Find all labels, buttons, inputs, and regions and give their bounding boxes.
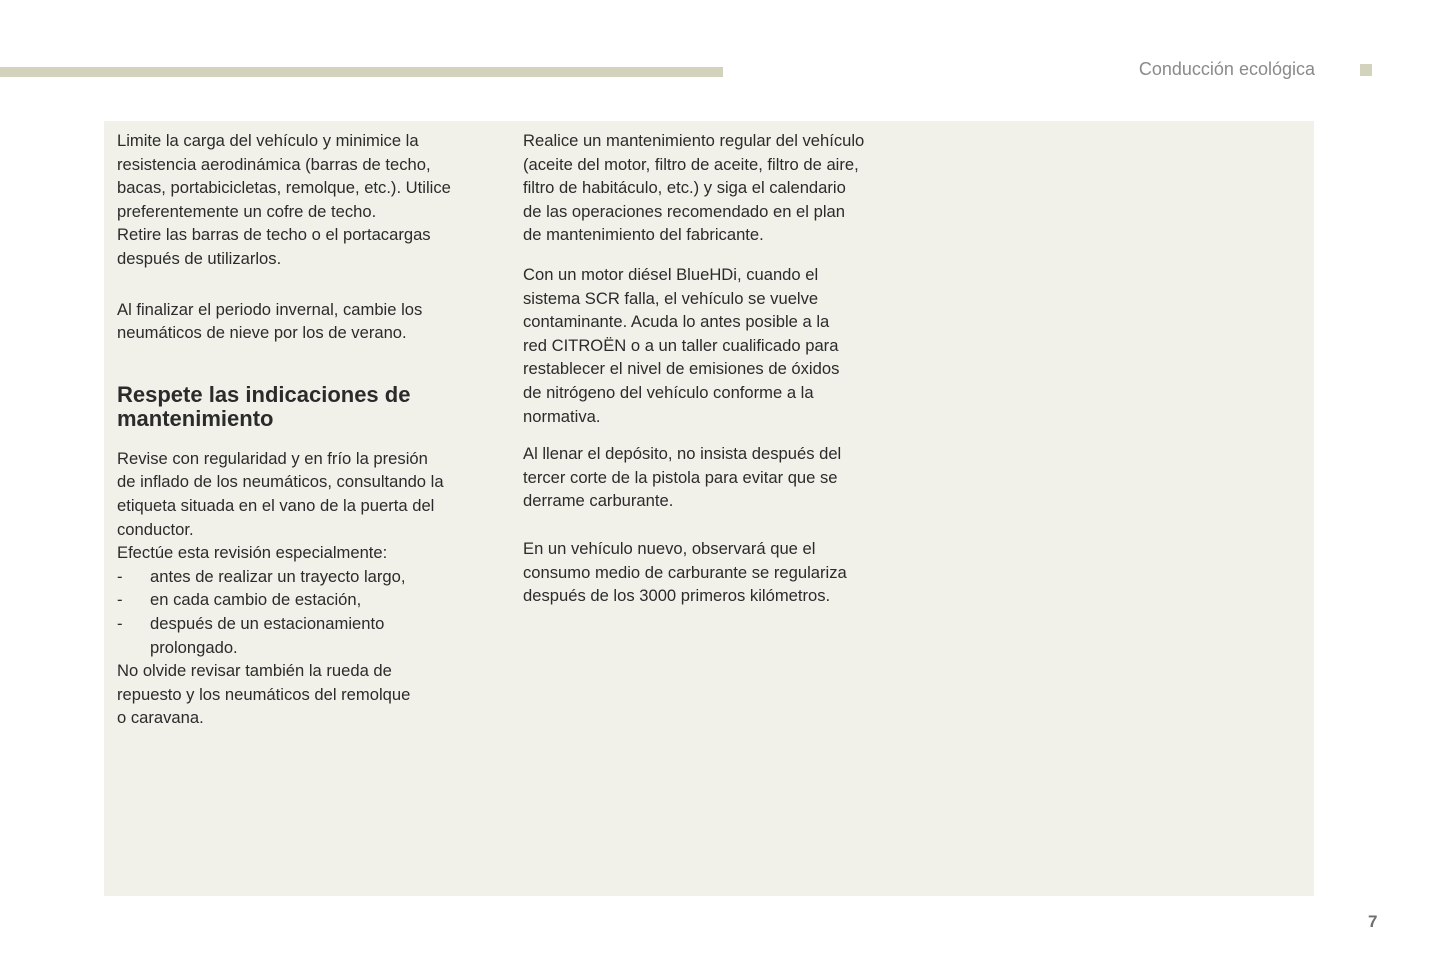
list-item: - después de un estacionamiento prolongado. xyxy=(117,613,385,657)
section-marker xyxy=(1360,64,1372,76)
spare-wheel-paragraph: No olvide revisar también la rueda de repuesto y los neumáticos del remolque o caravana. xyxy=(117,661,411,728)
bluehdi-paragraph: Con un motor diésel BlueHDi, cuando el sistema SCR falla, el vehículo se vuelve contaminante. Acuda lo antes posible a la red CITROËN o a un taller cualificado para restablecer el nivel de emisiones de óxidos de nitrógeno del vehículo conforme a la normativa. xyxy=(523,264,840,426)
page-number: 7 xyxy=(1368,912,1378,931)
header-accent-bar xyxy=(0,67,723,77)
left-column xyxy=(117,129,502,730)
list-item: - antes de realizar un trayecto largo, xyxy=(117,566,406,586)
refuelling-paragraph: Al llenar el depósito, no insista después del tercer corte de la pistola para evitar que se derrame carburante. xyxy=(523,444,842,511)
list-item: - en cada cambio de estación, xyxy=(117,590,362,610)
roof-bars-paragraph: Retire las barras de techo o el portacargas después de utilizarlos. xyxy=(117,225,431,268)
tyre-pressure-paragraph: Revise con regularidad y en frío la presión de inflado de los neumáticos, consultando la etiqueta situada en el vano de la puerta del conductor. Efectúe esta revisión especialmente: xyxy=(117,448,444,563)
new-vehicle-paragraph: En un vehículo nuevo, observará que el consumo medio de carburante se regulariza después de los 3000 primeros kilómetros. xyxy=(523,538,847,606)
winter-tyres-paragraph: Al finalizar el periodo invernal, cambie los neumáticos de nieve por los de verano. xyxy=(117,299,423,343)
right-column xyxy=(523,129,908,608)
maintenance-heading: Respete las indicaciones de mantenimiento xyxy=(117,381,411,431)
load-paragraph: Limite la carga del vehículo y minimice la resistencia aerodinámica (barras de techo, bacas, portabicicletas, remolque, etc.). Utilice preferentemente un cofre de techo. xyxy=(117,131,451,221)
regular-maintenance-paragraph: Realice un mantenimiento regular del vehículo (aceite del motor, filtro de aceite, filtro de aire, filtro de habitáculo, etc.) y siga el calendario de las operaciones recomendado en el plan de mantenimiento del fabricante. xyxy=(523,131,865,245)
check-list xyxy=(117,565,502,659)
section-title: Conducción ecológica xyxy=(1138,59,1315,79)
